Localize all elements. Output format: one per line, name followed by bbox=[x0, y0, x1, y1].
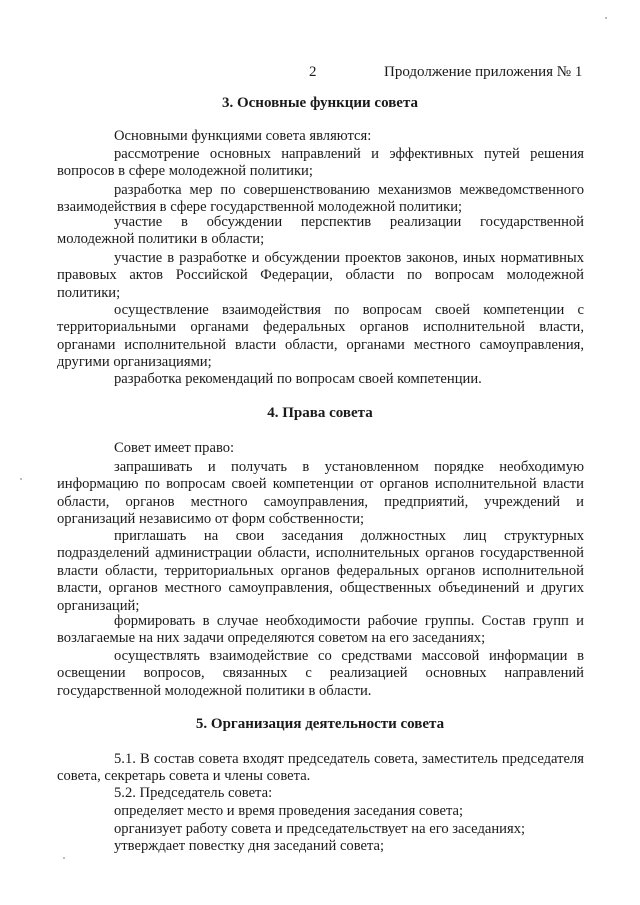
section-5-item: организует работу совета и председательствует на его заседаниях; bbox=[114, 821, 526, 837]
section-5-item: утверждает повестку дня заседаний совета; bbox=[114, 838, 385, 854]
section-4-title: 4. Права совета bbox=[267, 405, 373, 421]
section-3-item: рассмотрение основных направлений и эффективных путей решения вопросов в сфере молодежной политики; bbox=[57, 146, 584, 180]
section-4-item: приглашать на свои заседания должностных лиц структурных подразделений администрации области, исполнительных органов государственной власти области, территориальных органов федеральных органов исполнительной власти, органов местного самоуправления, общественных объединений и других организаций; bbox=[57, 528, 584, 614]
section-3-item: участие в обсуждении перспектив реализации государственной молодежной политики в области; bbox=[57, 214, 584, 248]
clause-5-2: 5.2. Председатель совета: bbox=[114, 785, 273, 801]
section-5-title: 5. Организация деятельности совета bbox=[195, 716, 445, 732]
section-3-item: разработка рекомендаций по вопросам своей компетенции. bbox=[114, 371, 482, 387]
section-3-item: разработка мер по совершенствованию механизмов межведомственного взаимодействия в сфере государственной молодежной политики; bbox=[57, 182, 584, 216]
scan-speck bbox=[605, 17, 607, 19]
page-number: 2 bbox=[309, 64, 317, 80]
section-3-intro: Основными функциями совета являются: bbox=[114, 128, 372, 144]
clause-5-1: 5.1. В состав совета входят председатель совета, заместитель председателя совета, секретарь совета и члены совета. bbox=[57, 751, 584, 785]
section-4-item: запрашивать и получать в установленном порядке необходимую информацию по вопросам своей компетенции от органов исполнительной власти области, органов местного самоуправления, предприятий, учреждений и организаций независимо от форм собственности; bbox=[57, 459, 584, 528]
section-3-item: участие в разработке и обсуждении проектов законов, иных нормативных правовых актов Российской Федерации, области по вопросам молодежной политики; bbox=[57, 250, 584, 301]
section-3-item: осуществление взаимодействия по вопросам своей компетенции с территориальными органами федеральных органов исполнительной власти, органами исполнительной власти области, органами местного самоуправления, другими организациями; bbox=[57, 302, 584, 371]
appendix-continuation-label: Продолжение приложения № 1 bbox=[384, 64, 583, 80]
section-3-title: 3. Основные функции совета bbox=[221, 95, 419, 111]
section-4-intro: Совет имеет право: bbox=[114, 440, 235, 456]
scan-speck bbox=[20, 478, 22, 480]
section-4-item: осуществлять взаимодействие со средствами массовой информации в освещении вопросов, связанных с реализацией основных направлений государственной молодежной политики в области. bbox=[57, 648, 584, 699]
scan-speck bbox=[63, 857, 65, 859]
section-4-item: формировать в случае необходимости рабочие группы. Состав групп и возлагаемые на них задачи определяются советом на его заседаниях; bbox=[57, 613, 584, 647]
section-5-item: определяет место и время проведения заседания совета; bbox=[114, 803, 464, 819]
